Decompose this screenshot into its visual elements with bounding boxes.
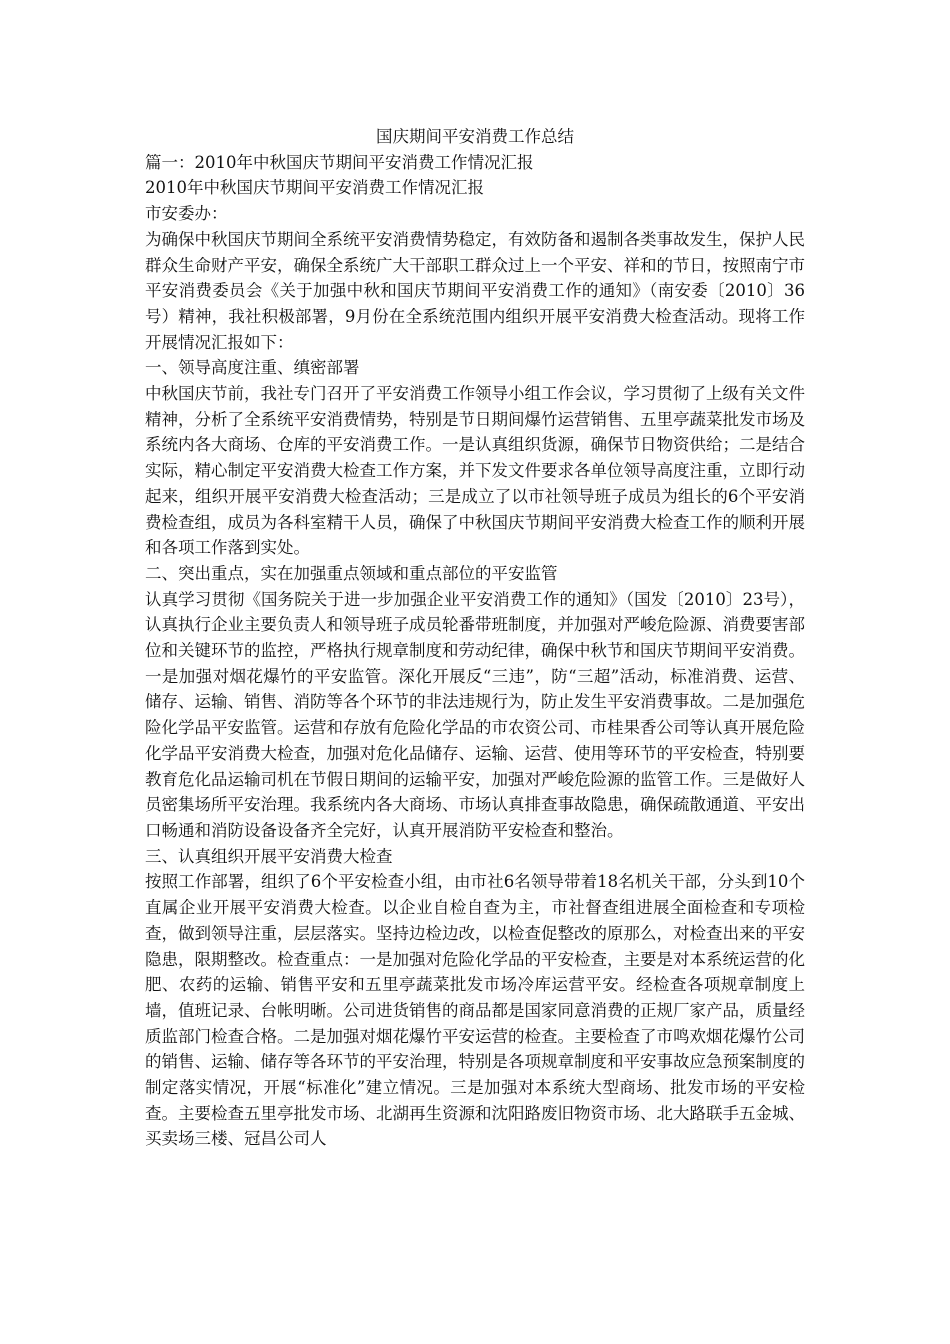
section-1-heading: 一、领导高度注重、缜密部署	[145, 358, 360, 378]
recipient: 市安委办：	[145, 204, 228, 224]
section-2-heading: 二、突出重点，实在加强重点领域和重点部位的平安监管	[145, 563, 558, 583]
document-title: 国庆期间平安消费工作总结	[376, 127, 574, 146]
document-page	[145, 124, 805, 1152]
section-3-paragraph: 按照工作部署，组织了6个平安检查小组，由市社6名领导带着18名机关干部，分头到10个直属企业开展平安消费大检查。以企业自检自查为主，市社督查组进展全面检查和专项检查，做到领导注重，层层落实。坚持边检边改，以检查促整改的原那么，对检查出来的平安隐患，限期整改。检查重点：一是加强对危险化学品的平安检查，主要是对本系统运营的化肥、农药的运输、销售平安和五里亭蔬菜批发市场冷库运营平安。经检查各项规章制度上墙，值班记录、台帐明晰。公司进货销售的商品都是国家同意消费的正规厂家产品，质量经质监部门检查合格。二是加强对烟花爆竹平安运营的检查。主要检查了市鸣欢烟花爆竹公司的销售、运输、储存等各环节的平安治理，特别是各项规章制度和平安事故应急预案制度的制定落实情况，开展“标准化”建立情况。三是加强对本系统大型商场、批发市场的平安检查。主要检查五里亭批发市场、北湖再生资源和沈阳路废旧物资市场、北大路联手五金城、买卖场三楼、冠昌公司人	[145, 872, 805, 1149]
part-heading: 篇一：2010年中秋国庆节期间平安消费工作情况汇报	[145, 152, 534, 172]
section-2-paragraph: 认真学习贯彻《国务院关于进一步加强企业平安消费工作的通知》（国发〔2010〕23号），认真执行企业主要负责人和领导班子成员轮番带班制度，并加强对严峻危险源、消费要害部位和关键环节的监控，严格执行规章制度和劳动纪律，确保中秋节和国庆节期间平安消费。一是加强对烟花爆竹的平安监管。深化开展反“三违”，防“三超”活动，标准消费、运营、储存、运输、销售、消防等各个环节的非法违规行为，防止发生平安消费事故。二是加强危险化学品平安监管。运营和存放有危险化学品的市农资公司、市桂果香公司等认真开展危险化学品平安消费大检查，加强对危化品储存、运输、运营、使用等环节的平安检查，特别要教育危化品运输司机在节假日期间的运输平安，加强对严峻危险源的监管工作。三是做好人员密集场所平安治理。我系统内各大商场、市场认真排查事故隐患，确保疏散通道、平安出口畅通和消防设备设备齐全完好，认真开展消防平安检查和整治。	[145, 589, 805, 840]
section-3-heading: 三、认真组织开展平安消费大检查	[145, 846, 393, 866]
report-title: 2010年中秋国庆节期间平安消费工作情况汇报	[145, 178, 484, 198]
section-1-paragraph: 中秋国庆节前，我社专门召开了平安消费工作领导小组工作会议，学习贯彻了上级有关文件精神，分析了全系统平安消费情势，特别是节日期间爆竹运营销售、五里亭蔬菜批发市场及系统内各大商场、仓库的平安消费工作。一是认真组织货源，确保节日物资供给；二是结合实际，精心制定平安消费大检查工作方案，并下发文件要求各单位领导高度注重，立即行动起来，组织开展平安消费大检查活动；三是成立了以市社领导班子成员为组长的6个平安消费检查组，成员为各科室精干人员，确保了中秋国庆节期间平安消费大检查工作的顺利开展和各项工作落到实处。	[145, 384, 805, 558]
intro-paragraph: 为确保中秋国庆节期间全系统平安消费情势稳定，有效防备和遏制各类事故发生，保护人民群众生命财产平安，确保全系统广大干部职工群众过上一个平安、祥和的节日，按照南宁市平安消费委员会《关于加强中秋和国庆节期间平安消费工作的通知》（南安委〔2010〕36号）精神，我社积极部署，9月份在全系统范围内组织开展平安消费大检查活动。现将工作开展情况汇报如下：	[145, 229, 805, 352]
